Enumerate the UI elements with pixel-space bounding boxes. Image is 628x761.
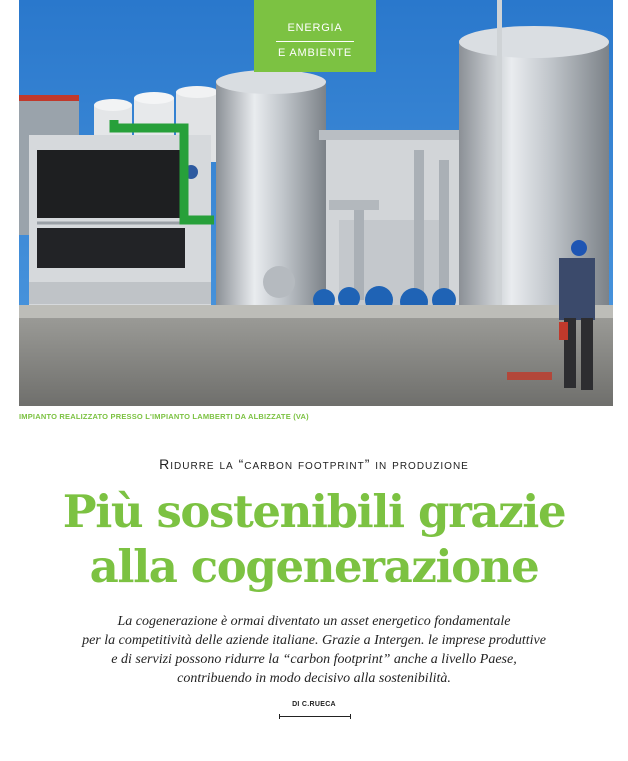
article-kicker: Ridurre la “carbon footprint” in produzione bbox=[159, 456, 469, 472]
lead-line-2: per la competitività delle aziende italiane. Grazie a Intergen. le imprese produttive bbox=[82, 633, 546, 648]
article-headline bbox=[0, 484, 628, 594]
lead-line-4: contribuendo in modo decisivo alla sostenibilità. bbox=[177, 671, 451, 686]
article-lead bbox=[40, 612, 588, 688]
section-tag-line2: E AMBIENTE bbox=[277, 47, 353, 59]
lead-line-3: e di servizi possono ridurre la “carbon footprint” anche a livello Paese, bbox=[111, 652, 517, 667]
headline-line-1: Più sostenibili grazie bbox=[62, 485, 566, 538]
byline-rule bbox=[279, 716, 351, 717]
section-tag-line1: ENERGIA bbox=[287, 22, 343, 34]
lead-line-1: La cogenerazione è ormai diventato un asset energetico fondamentale bbox=[117, 614, 511, 629]
section-tag bbox=[254, 0, 376, 72]
headline-line-2: alla cogenerazione bbox=[89, 540, 539, 593]
section-tag-divider bbox=[276, 41, 354, 42]
photo-caption: IMPIANTO REALIZZATO PRESSO L'IMPIANTO LAMBERTI DA ALBIZZATE (VA) bbox=[19, 412, 309, 421]
byline: DI C.RUECA bbox=[292, 701, 336, 708]
